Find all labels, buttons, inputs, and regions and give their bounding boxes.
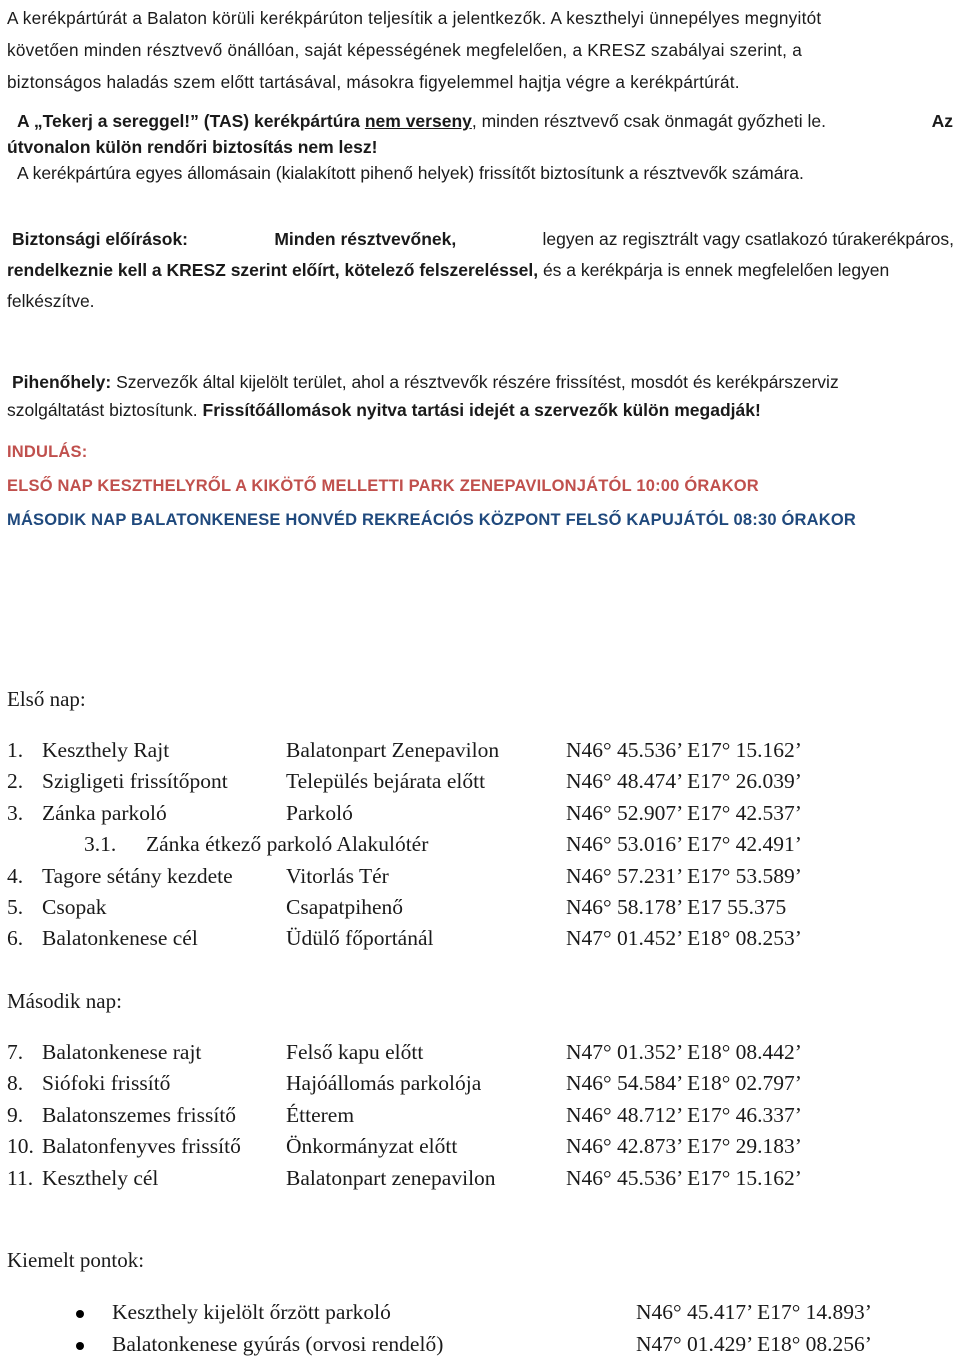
notice-police: útvonalon külön rendőri biztosítás nem lesz! xyxy=(7,137,378,157)
intro-line-1: A kerékpártúrát a Balaton körüli kerékpárúton teljesítik a jelentkezők. A keszthelyi ünnepélyes megnyitót xyxy=(7,8,822,28)
highlight-coords: N46° 45.417’ E17° 14.893’ xyxy=(636,1300,872,1324)
stop-name-cell xyxy=(7,1040,286,1071)
day2-stops-body xyxy=(7,1040,802,1197)
stop-row xyxy=(7,895,802,926)
rest-area-paragraph xyxy=(7,368,954,424)
stop-coords: N46° 48.712’ E17° 46.337’ xyxy=(566,1102,802,1127)
highlight-coords: N47° 01.429’ E18° 08.256’ xyxy=(636,1332,872,1356)
stop-number: 8. xyxy=(7,1071,24,1096)
rest-text-1: Szervezők által kijelölt terület, ahol a résztvevők részére frissítést, mosdót és kerékpárszerviz xyxy=(116,372,839,392)
departure-day2: MÁSODIK NAP BALATONKENESE HONVÉD REKREÁCIÓS KÖZPONT FELSŐ KAPUJÁTÓL 08:30 ÓRAKOR xyxy=(7,511,857,529)
stop-name: Zánka étkező parkoló Alakulótér xyxy=(146,832,429,857)
intro-paragraph xyxy=(7,2,954,98)
stop-name-cell xyxy=(7,1071,286,1102)
stop-coords: N46° 54.584’ E18° 02.797’ xyxy=(566,1071,802,1096)
stop-coords: N46° 57.231’ E17° 53.589’ xyxy=(566,863,802,888)
stop-coords: N46° 58.178’ E17 55.375 xyxy=(566,894,787,919)
rest-text-2: szolgáltatást biztosítunk. xyxy=(7,400,198,420)
stop-location: Balatonpart zenepavilon xyxy=(286,1165,496,1190)
bullet-icon xyxy=(76,1310,84,1318)
safety-paragraph xyxy=(7,224,954,317)
stop-name: Balatonfenyves frissítő xyxy=(42,1134,241,1159)
departure-day1: ELSŐ NAP KESZTHELYRŐL A KIKÖTŐ MELLETTI PARK ZENEPAVILONJÁTÓL 10:00 ÓRAKOR xyxy=(7,477,759,495)
stop-name: Zánka parkoló xyxy=(42,800,167,825)
stop-name-cell xyxy=(7,1134,286,1165)
intro-line-2: követően minden résztvevő önállóan, saját képességének megfelelően, a KRESZ szabályai szerint, a xyxy=(7,40,803,60)
stop-name-cell xyxy=(7,1166,286,1197)
rest-line-1 xyxy=(7,368,954,396)
safety-label: Biztonsági előírások: xyxy=(12,229,189,249)
stop-name: Keszthely cél xyxy=(42,1165,159,1190)
rest-label: Pihenőhely: xyxy=(12,372,112,392)
notice-line-1 xyxy=(7,108,954,134)
stop-location: Önkormányzat előtt xyxy=(286,1134,458,1159)
notice-rest: , minden résztvevő csak önmagát győzheti le. xyxy=(471,111,826,131)
stop-number: 1. xyxy=(7,738,24,762)
stop-location: Felső kapu előtt xyxy=(286,1040,424,1064)
stop-name-cell xyxy=(7,895,286,926)
stop-location: Balatonpart Zenepavilon xyxy=(286,738,500,762)
stop-sub-cell xyxy=(7,832,566,863)
safety-text-1: legyen az regisztrált vagy csatlakozó túrakerékpáros, xyxy=(542,229,954,249)
stop-coords: N46° 52.907’ E17° 42.537’ xyxy=(566,800,802,825)
rest-line-2 xyxy=(7,396,954,424)
stop-name: Siófoki frissítő xyxy=(42,1071,171,1096)
stop-number: 10. xyxy=(7,1134,34,1159)
stop-row xyxy=(7,1040,802,1071)
day1-title: Első nap: xyxy=(7,687,86,711)
stop-location: Csapatpihenő xyxy=(286,894,404,919)
departure-heading: INDULÁS: xyxy=(7,443,88,461)
stop-number: 2. xyxy=(7,769,24,794)
notice-police-start: Az xyxy=(931,111,953,131)
stop-coords: N46° 45.536’ E17° 15.162’ xyxy=(566,1165,802,1190)
stop-number: 7. xyxy=(7,1040,24,1064)
stop-row xyxy=(7,1103,802,1134)
notice-not-race: nem verseny xyxy=(364,111,472,131)
stop-number: 3. xyxy=(7,800,24,825)
stop-location: Üdülő főportánál xyxy=(286,926,434,951)
stop-location: Parkoló xyxy=(286,800,353,825)
stop-row xyxy=(7,738,802,769)
stop-name: Balatonszemes frissítő xyxy=(42,1102,237,1127)
day1-stops-body xyxy=(7,738,802,958)
stop-coords: N46° 53.016’ E17° 42.491’ xyxy=(566,832,802,857)
day2-stops-table xyxy=(7,1040,802,1197)
stop-number: 9. xyxy=(7,1102,24,1127)
stop-row xyxy=(7,1071,802,1102)
stop-name-cell xyxy=(7,864,286,895)
stop-name-cell xyxy=(7,769,286,800)
stop-name-cell xyxy=(7,1103,286,1134)
rest-hours-note: Frissítőállomások nyitva tartási idejét a szervezők külön megadják! xyxy=(202,400,761,420)
intro-line-3: biztonságos haladás szem előtt tartásával, másokra figyelemmel hajtja végre a kerékpártúrát. xyxy=(7,72,740,92)
bullet-icon xyxy=(76,1342,84,1350)
stop-location: Étterem xyxy=(286,1102,355,1127)
stop-name: Keszthely Rajt xyxy=(42,738,170,762)
stop-number: 5. xyxy=(7,894,24,919)
notice-prefix: A „Tekerj a sereggel!” (TAS) kerékpártúra xyxy=(17,111,365,131)
stop-row xyxy=(7,1166,802,1197)
stop-number: 4. xyxy=(7,863,24,888)
stop-coords: N46° 45.536’ E17° 15.162’ xyxy=(566,738,802,762)
stop-name: Szigligeti frissítőpont xyxy=(42,769,228,794)
stop-name-cell xyxy=(7,801,286,832)
stop-coords: N47° 01.352’ E18° 08.442’ xyxy=(566,1040,802,1064)
stop-row xyxy=(7,801,802,832)
notice-paragraph xyxy=(7,108,954,186)
stop-row xyxy=(7,864,802,895)
stop-number: 11. xyxy=(7,1165,34,1190)
safety-lead: Minden résztvevőnek, xyxy=(274,229,457,249)
stop-row xyxy=(7,1134,802,1165)
day1-stops-table xyxy=(7,738,802,958)
safety-requirement: rendelkeznie kell a KRESZ szerint előírt, kötelező felszereléssel, xyxy=(7,260,539,280)
stop-coords: N46° 48.474’ E17° 26.039’ xyxy=(566,769,802,794)
highlight-name: Balatonkenese gyúrás (orvosi rendelő) xyxy=(112,1332,444,1356)
safety-line-3: felkészítve. xyxy=(7,291,95,311)
stop-row xyxy=(7,832,802,863)
stop-number: 6. xyxy=(7,926,24,951)
safety-text-2: és a kerékpárja is ennek megfelelően legyen xyxy=(542,260,890,280)
stop-coords: N47° 01.452’ E18° 08.253’ xyxy=(566,926,802,951)
stop-name-cell xyxy=(7,738,286,769)
safety-line-1 xyxy=(7,224,954,255)
stop-name: Balatonkenese cél xyxy=(42,926,198,951)
stop-number: 3.1. xyxy=(84,832,117,857)
day2-title: Második nap: xyxy=(7,989,122,1013)
highlight-name: Keszthely kijelölt őrzött parkoló xyxy=(112,1300,391,1324)
stop-location: Hajóállomás parkolója xyxy=(286,1071,482,1096)
highlights-title: Kiemelt pontok: xyxy=(7,1248,145,1272)
stop-name: Balatonkenese rajt xyxy=(42,1040,202,1064)
stop-name: Tagore sétány kezdete xyxy=(42,863,233,888)
stop-row xyxy=(7,769,802,800)
stop-coords: N46° 42.873’ E17° 29.183’ xyxy=(566,1134,802,1159)
stop-name-cell xyxy=(7,926,286,957)
stop-row xyxy=(7,926,802,957)
stop-location: Település bejárata előtt xyxy=(286,769,486,794)
safety-line-2 xyxy=(7,255,954,286)
stop-location: Vitorlás Tér xyxy=(286,863,389,888)
notice-refresh: A kerékpártúra egyes állomásain (kialakított pihenő helyek) frissítőt biztosítunk a résztvevők számára. xyxy=(17,163,804,183)
stop-name: Csopak xyxy=(42,894,107,919)
